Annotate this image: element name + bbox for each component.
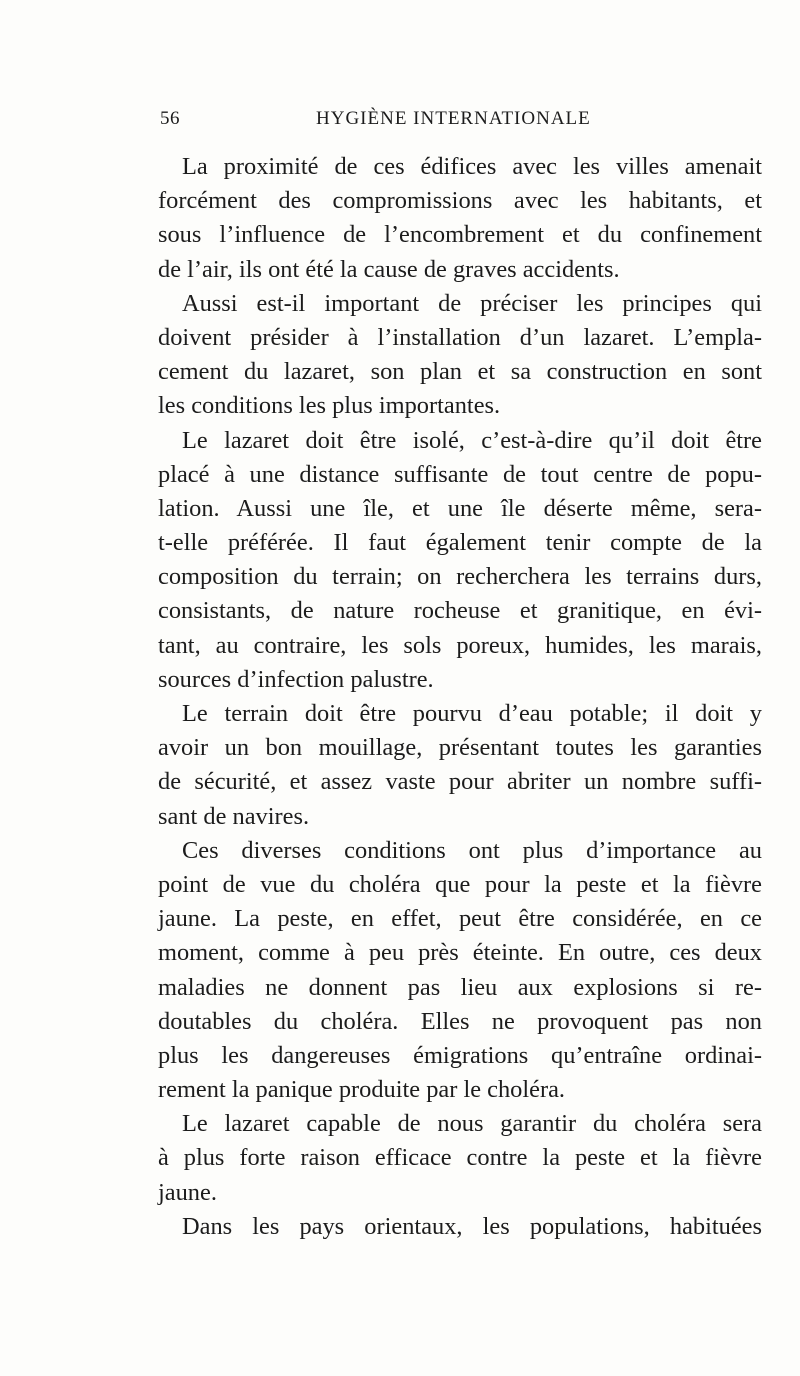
- text-line: de l’air, ils ont été la cause de graves accidents.: [158, 255, 620, 283]
- text-line: cement du lazaret, son plan et sa construction en sont: [158, 358, 762, 386]
- text-line: Aussi est-il important de préciser les principes qui: [182, 289, 762, 317]
- text-line: rement la panique produite par le choléra.: [158, 1076, 566, 1104]
- text-line: les conditions les plus importantes.: [158, 392, 501, 420]
- text-line: Ces diverses conditions ont plus d’importance au: [182, 836, 762, 864]
- text-line: Le terrain doit être pourvu d’eau potable; il doit y: [182, 700, 762, 727]
- text-line: maladies ne donnent pas lieu aux explosions si re-: [158, 973, 762, 1001]
- text-line: lation. Aussi une île, et une île déserte même, sera-: [158, 494, 762, 522]
- text-line: tant, au contraire, les sols poreux, humides, les marais,: [158, 631, 762, 659]
- text-line: plus les dangereuses émigrations qu’entraîne ordinai-: [158, 1041, 762, 1069]
- text-line: jaune. La peste, en effet, peut être considérée, en ce: [158, 905, 762, 933]
- body-text: [158, 150, 762, 1244]
- page-number: 56: [160, 108, 180, 129]
- running-head: [160, 108, 760, 132]
- text-line: t-elle préférée. Il faut également tenir compte de la: [158, 529, 762, 557]
- text-line: moment, comme à peu près éteinte. En outre, ces deux: [158, 939, 762, 967]
- text-line: sous l’influence de l’encombrement et du confinement: [158, 221, 762, 249]
- text-line: de sécurité, et assez vaste pour abriter un nombre suffi-: [158, 768, 762, 796]
- text-line: Dans les pays orientaux, les populations, habituées: [182, 1212, 762, 1240]
- text-line: avoir un bon mouillage, présentant toutes les garanties: [158, 734, 762, 762]
- text-line: placé à une distance suffisante de tout centre de popu-: [158, 460, 762, 488]
- text-line: sources d’infection palustre.: [158, 665, 434, 693]
- text-line: doivent présider à l’installation d’un lazaret. L’empla-: [158, 323, 762, 351]
- text-line: à plus forte raison efficace contre la peste et la fièvre: [158, 1144, 762, 1172]
- text-line: Le lazaret doit être isolé, c’est-à-dire qu’il doit être: [182, 426, 762, 454]
- text-line: La proximité de ces édifices avec les villes amenait: [182, 153, 762, 180]
- text-line: composition du terrain; on recherchera les terrains durs,: [158, 563, 762, 591]
- text-line: forcément des compromissions avec les habitants, et: [158, 187, 762, 215]
- text-line: jaune.: [158, 1178, 217, 1206]
- running-title: HYGIÈNE INTERNATIONALE: [316, 108, 591, 129]
- text-line: doutables du choléra. Elles ne provoquent pas non: [158, 1007, 762, 1035]
- text-line: point de vue du choléra que pour la peste et la fièvre: [158, 870, 762, 898]
- text-line: consistants, de nature rocheuse et granitique, en évi-: [158, 597, 762, 625]
- text-line: sant de navires.: [158, 802, 310, 830]
- text-line: Le lazaret capable de nous garantir du choléra sera: [182, 1110, 762, 1138]
